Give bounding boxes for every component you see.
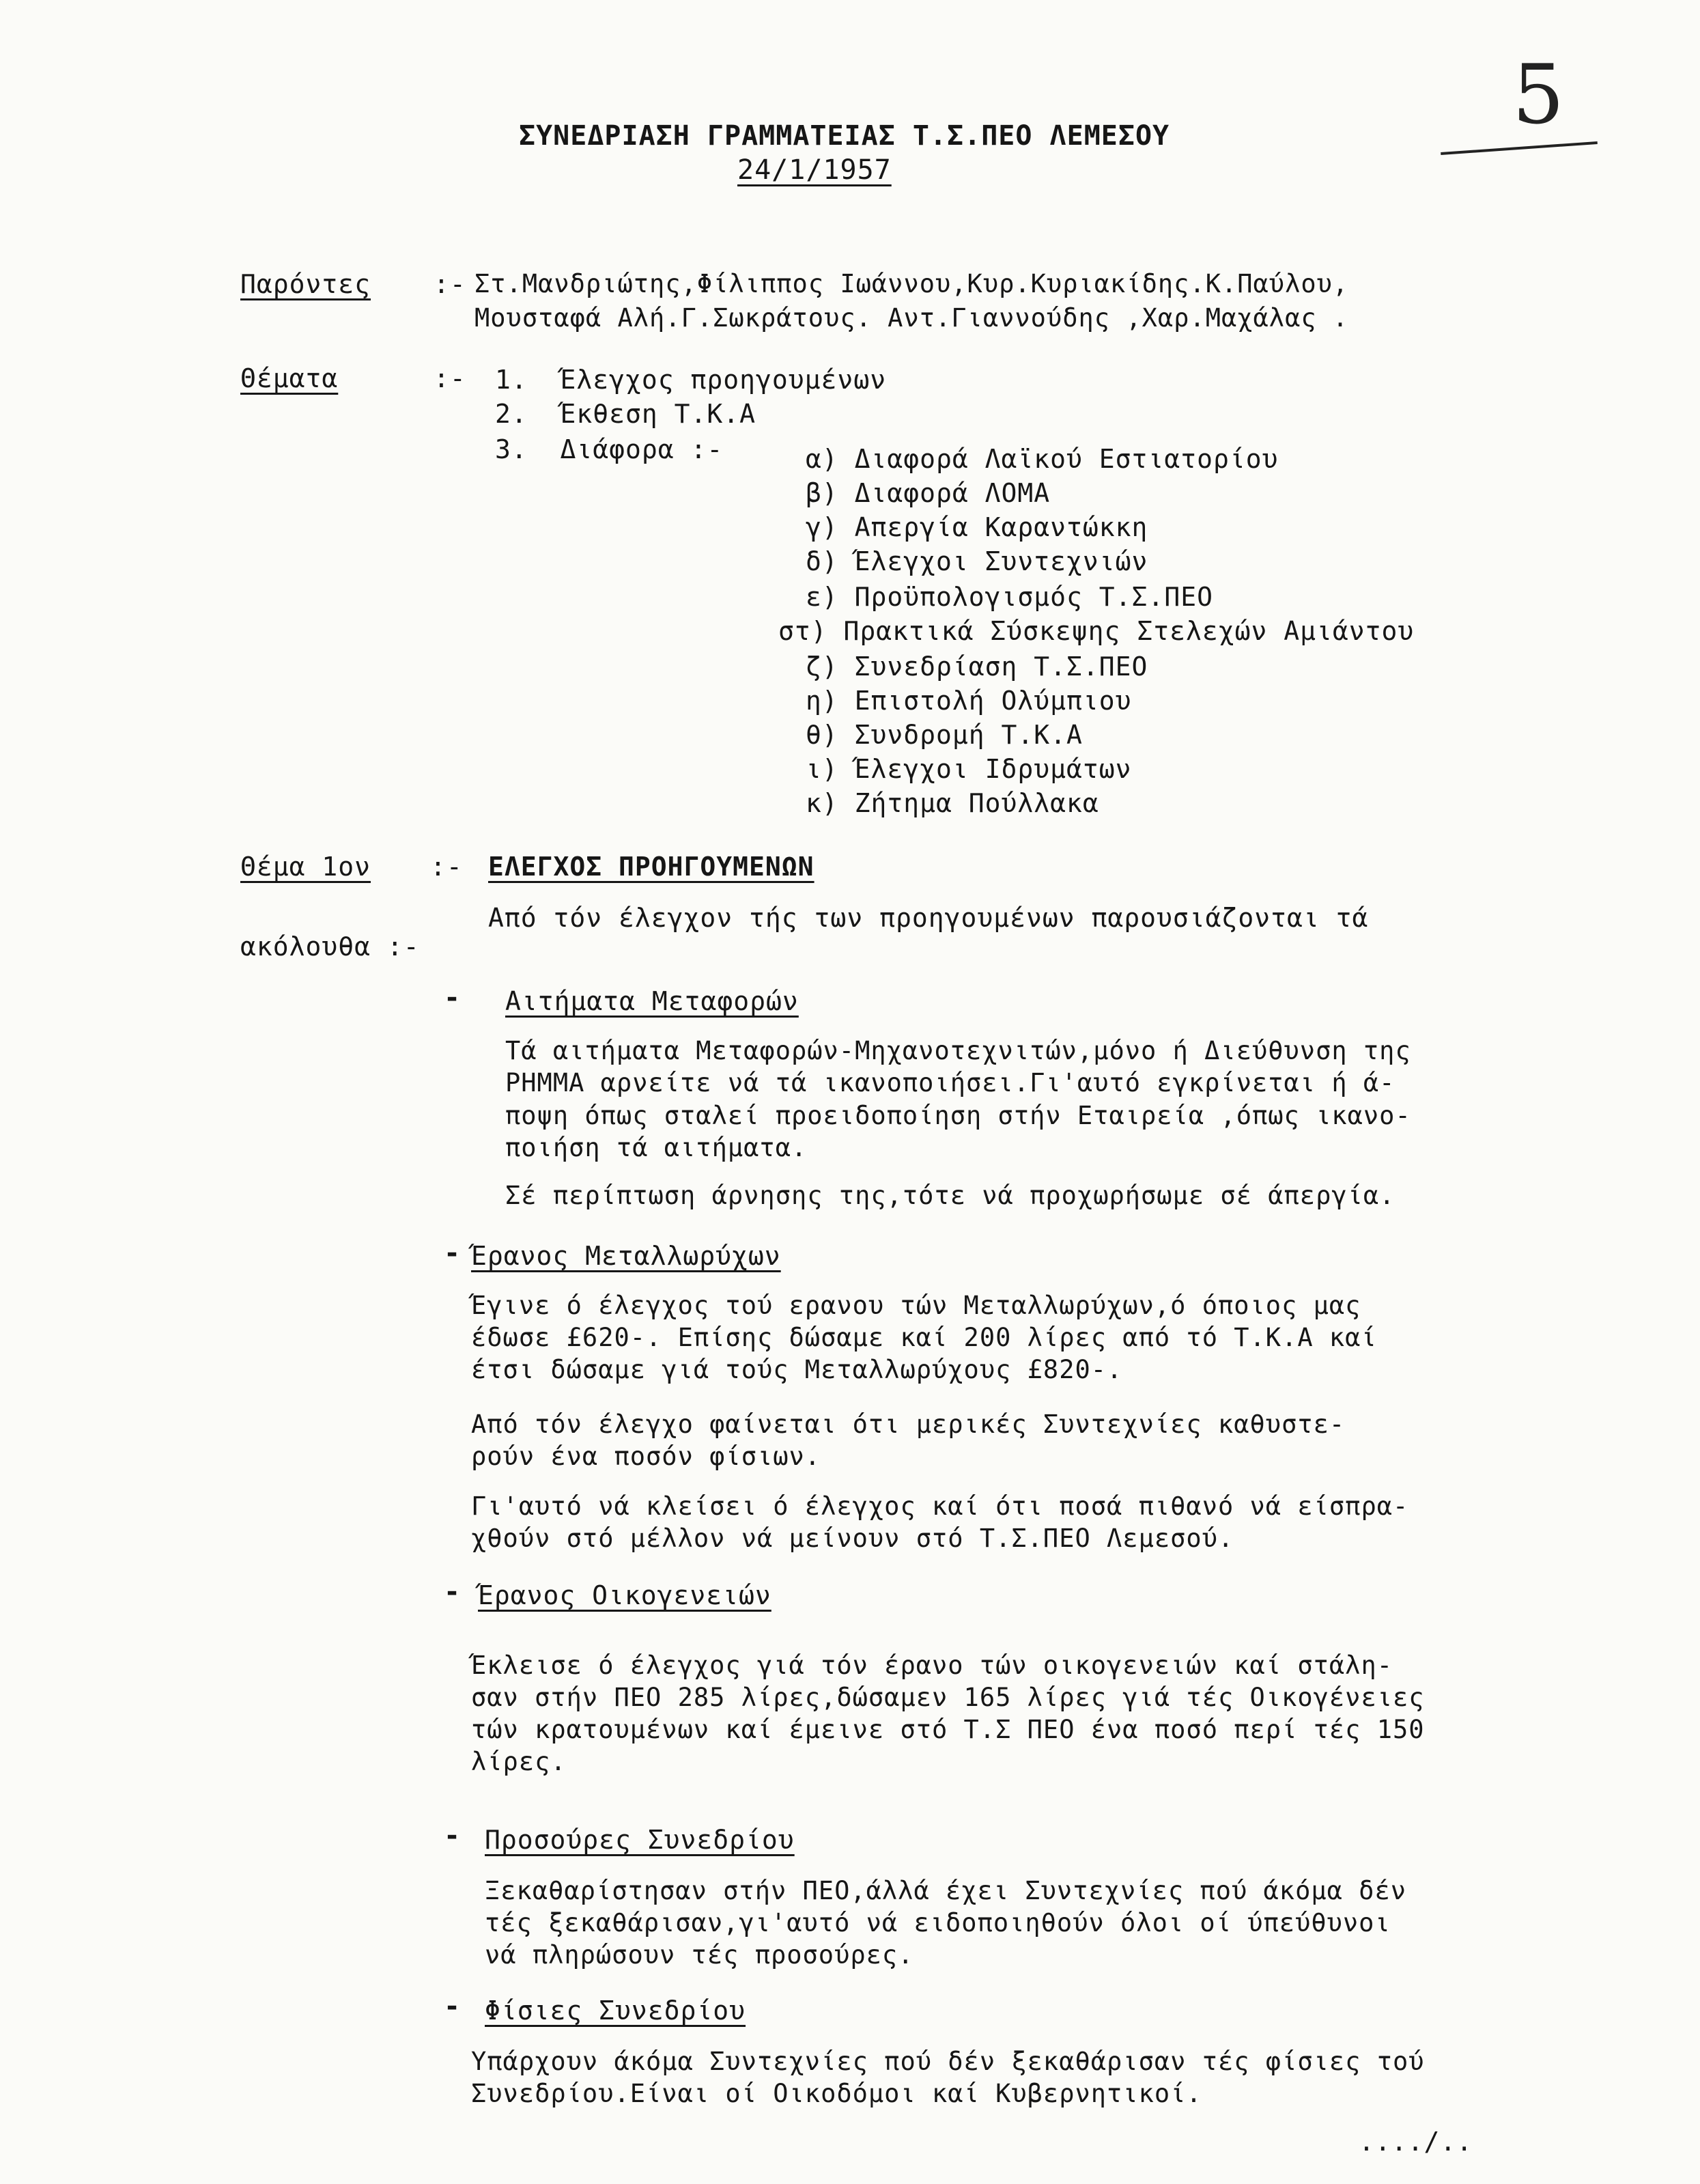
section-line: χθούν στό μέλλον νά μείνουν στό Τ.Σ.ΠΕΟ Λεμεσού. (471, 1524, 1234, 1553)
topics-separator: :- (434, 363, 466, 393)
topic1-separator: :- (430, 852, 463, 882)
page-number-underline (1441, 141, 1598, 155)
continuation-mark: ..../.. (1359, 2127, 1473, 2157)
topic-item-1: 1. Έλεγχος προηγουμένων (495, 365, 887, 395)
present-label: Παρόντες (240, 269, 371, 299)
section-line: τές ξεκαθάρισαν,γι'αυτό νά ειδοποιηθούν όλοι οί ύπεύθυνοι (485, 1908, 1391, 1937)
topic1-intro-line-1: Από τόν έλεγχον τής των προηγουμένων παρουσιάζονται τά (488, 903, 1369, 933)
section-line: Τά αιτήματα Μεταφορών-Μηχανοτεχνιτών,μόνο ή Διεύθυνση της (505, 1036, 1411, 1065)
section-line: έτσι δώσαμε γιά τούς Μεταλλωρύχους £820-. (471, 1355, 1123, 1384)
section-line: Ξεκαθαρίστησαν στήν ΠΕΟ,άλλά έχει Συντεχνίες πού άκόμα δέν (485, 1876, 1407, 1905)
section-heading-miners-collection: Έρανος Μεταλλωρύχων (471, 1241, 781, 1271)
section-bullet: - (444, 1576, 461, 1608)
section-heading-families-collection: Έρανος Οικογενειών (478, 1580, 771, 1610)
section-line: τών κρατουμένων καί έμεινε στό Τ.Σ ΠΕΟ ένα ποσό περί τές 150 (471, 1715, 1425, 1744)
subtopic-z: ζ) Συνεδρίαση Τ.Σ.ΠΕΟ (806, 652, 1148, 682)
section-line: Υπάρχουν άκόμα Συντεχνίες πού δέν ξεκαθάρισαν τές φίσιες τού (471, 2047, 1425, 2076)
section-line: Συνεδρίου.Είναι οί Οικοδόμοι καί Κυβερνητικοί. (471, 2079, 1202, 2108)
section-line: Γι'αυτό νά κλείσει ό έλεγχος καί ότι ποσά πιθανό νά είσπρα- (471, 1492, 1409, 1521)
section-bullet: - (444, 1820, 461, 1851)
document-title: ΣΥΝΕΔΡΙΑΣΗ ΓΡΑΜΜΑΤΕΙΑΣ Τ.Σ.ΠΕΟ ΛΕΜΕΣΟΥ (519, 120, 1170, 152)
section-line: ΡΗΜΜΑ αρνείτε νά τά ικανοποιήσει.Γι'αυτό εγκρίνεται ή ά- (505, 1068, 1396, 1097)
section-line: ποιήση τά αιτήματα. (505, 1133, 808, 1162)
section-line: Σέ περίπτωση άρνησης της,τότε νά προχωρήσωμε σέ άπεργία. (505, 1181, 1396, 1210)
section-line: σαν στήν ΠΕΟ 285 λίρες,δώσαμεν 165 λίρες γιά τές Οικογένειες (471, 1683, 1425, 1712)
section-bullet: - (444, 982, 461, 1013)
subtopic-b: β) Διαφορά ΛΟΜΑ (806, 478, 1051, 508)
section-line: Από τόν έλεγχο φαίνεται ότι μερικές Συντεχνίες καθυστε- (471, 1410, 1346, 1439)
section-line: έδωσε £620-. Επίσης δώσαμε καί 200 λίρες από τό Τ.Κ.Α καί (471, 1323, 1377, 1352)
subtopic-i: ι) Έλεγχοι Ιδρυμάτων (806, 754, 1132, 784)
topic-item-2: 2. Έκθεση Τ.Κ.Α (495, 399, 756, 429)
section-line: λίρες. (471, 1747, 567, 1776)
present-line-2: Μουσταφά Αλή.Γ.Σωκράτους. Αντ.Γιαννούδης ,Χαρ.Μαχάλας . (474, 303, 1349, 333)
subtopic-k: κ) Ζήτημα Πούλλακα (806, 788, 1099, 818)
section-line: νά πληρώσουν τές προσούρες. (485, 1940, 914, 1970)
section-line: ρούν ένα ποσόν φίσιων. (471, 1442, 821, 1471)
section-heading-congress-dues: Προσούρες Συνεδρίου (485, 1825, 795, 1855)
subtopic-h: η) Επιστολή Ολύμπιου (806, 686, 1132, 716)
topic1-intro-line-2: ακόλουθα :- (240, 932, 420, 962)
present-separator: :- (434, 269, 466, 299)
document-date: 24/1/1957 (737, 154, 892, 186)
section-bullet: - (444, 1237, 461, 1269)
present-line-1: Στ.Μανδριώτης,Φίλιππος Ιωάννου,Κυρ.Κυριακίδης.Κ.Παύλου, (474, 269, 1349, 298)
topics-label: Θέματα (240, 363, 339, 393)
topic-item-3: 3. Διάφορα :- (495, 434, 724, 464)
section-bullet: - (444, 1991, 461, 2022)
topic1-label: Θέμα 1ον (240, 852, 371, 882)
subtopic-a: α) Διαφορά Λαϊκού Εστιατορίου (806, 444, 1279, 474)
page-number: 5 (1512, 48, 1565, 143)
section-heading-congress-slips: Φίσιες Συνεδρίου (485, 1996, 746, 2026)
section-line: ποψη όπως σταλεί προειδοποίηση στήν Εταιρεία ,όπως ικανο- (505, 1101, 1411, 1130)
subtopic-c: γ) Απεργία Καραντώκκη (806, 512, 1148, 542)
subtopic-e: ε) Προϋπολογισμός Τ.Σ.ΠΕΟ (806, 582, 1213, 612)
subtopic-st: στ) Πρακτικά Σύσκεψης Στελεχών Αμιάντου (778, 616, 1415, 646)
section-line: Έκλεισε ό έλεγχος γιά τόν έρανο τών οικογενειών καί στάλη- (471, 1651, 1393, 1680)
section-heading-transport-requests: Αιτήματα Μεταφορών (505, 986, 799, 1016)
subtopic-th: θ) Συνδρομή Τ.Κ.Α (806, 720, 1083, 750)
section-line: Έγινε ό έλεγχος τού ερανου τών Μεταλλωρύχων,ό όποιος μας (471, 1291, 1361, 1320)
subtopic-d: δ) Έλεγχοι Συντεχνιών (806, 546, 1148, 576)
topic1-title: ΕΛΕΓΧΟΣ ΠΡΟΗΓΟΥΜΕΝΩΝ (488, 852, 814, 882)
